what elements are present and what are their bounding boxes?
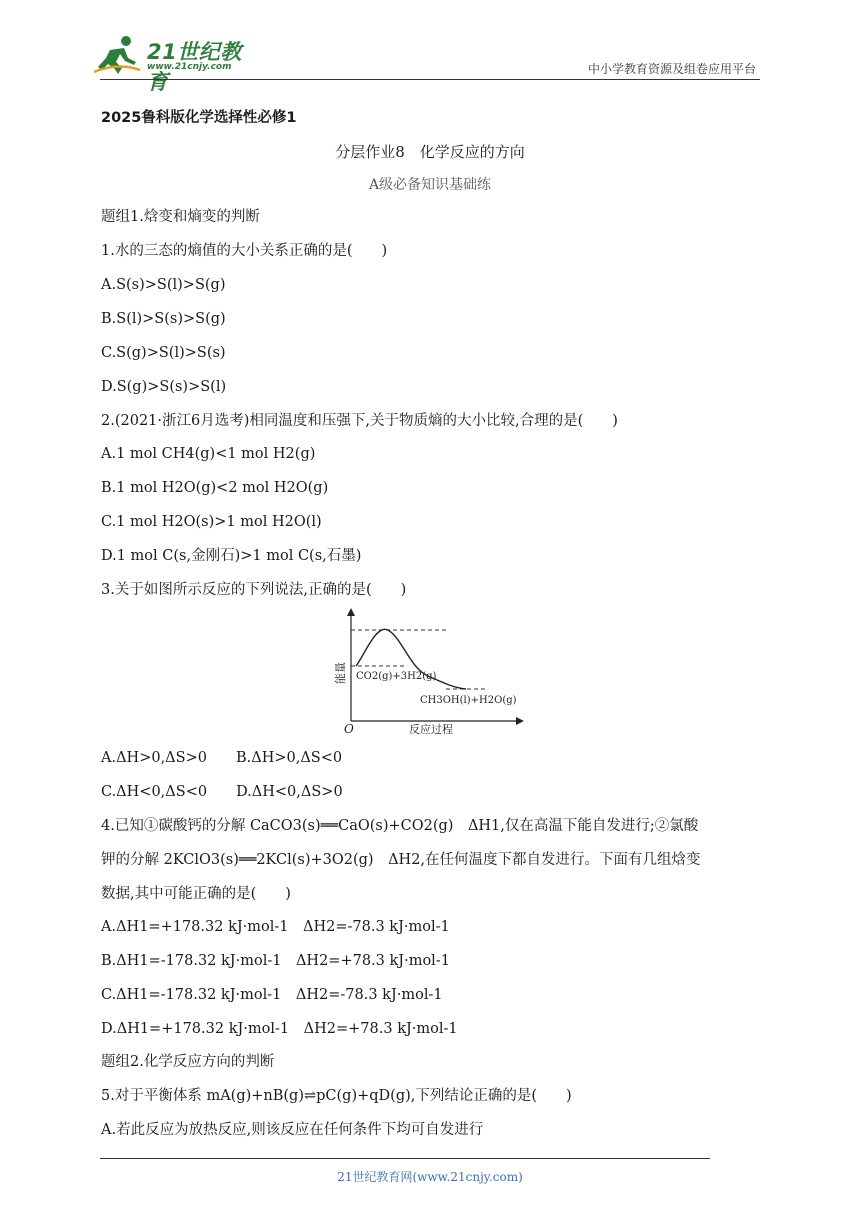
question-3-stem: 3.关于如图所示反应的下列说法,正确的是( ) [101,582,407,598]
question-1-stem: 1.水的三态的熵值的大小关系正确的是( ) [101,243,388,259]
question-4-line-1: 4.已知①碳酸钙的分解 CaCO3(s)══CaO(s)+CO2(g) ΔH1,仅在高温下能自发进行;②氯酸 [101,818,699,834]
site-logo[interactable] [92,32,262,94]
question-4-option-d: D.ΔH1=+178.32 kJ·mol-1 ΔH2=+78.3 kJ·mol-1 [101,1021,458,1037]
reactant-label: CO2(g)+3H2(g) [356,671,437,682]
question-4-line-2: 钾的分解 2KClO3(s)══2KCl(s)+3O2(g) ΔH2,在任何温度下都自发进行。下面有几组焓变 [101,852,701,868]
logo-url: www.21cnjy.com [147,62,232,72]
header-divider [100,79,760,80]
question-3-options-ab: A.ΔH>0,ΔS>0 B.ΔH>0,ΔS<0 [101,750,343,766]
question-4-option-c: C.ΔH1=-178.32 kJ·mol-1 ΔH2=-78.3 kJ·mol-1 [101,987,443,1003]
question-3-options-cd: C.ΔH<0,ΔS<0 D.ΔH<0,ΔS>0 [101,784,343,800]
product-label: CH3OH(l)+H2O(g) [420,695,517,706]
question-2-option-d: D.1 mol C(s,金刚石)>1 mol C(s,石墨) [101,548,362,564]
question-2-stem: 2.(2021·浙江6月选考)相同温度和压强下,关于物质熵的大小比较,合理的是( ) [101,413,618,429]
question-4-option-a: A.ΔH1=+178.32 kJ·mol-1 ΔH2=-78.3 kJ·mol-1 [101,919,450,935]
question-2-option-c: C.1 mol H2O(s)>1 mol H2O(l) [101,514,322,530]
section-title: 分层作业8 化学反应的方向 [335,143,525,161]
page-header [0,0,860,94]
header-tagline: 中小学教育资源及组卷应用平台 [587,62,756,76]
group-heading-1: 题组1.焓变和熵变的判断 [101,209,260,225]
question-1-option-b: B.S(l)>S(s)>S(g) [101,311,226,327]
runner-logo-icon [92,32,142,78]
energy-diagram-svg [326,606,526,736]
footer-link[interactable]: 21世纪教育网(www.21cnjy.com) [337,1170,523,1184]
question-4-option-b: B.ΔH1=-178.32 kJ·mol-1 ΔH2=+78.3 kJ·mol-1 [101,953,450,969]
footer-divider [100,1158,710,1159]
origin-label: O [344,722,354,736]
level-title: A级必备知识基础练 [368,177,492,193]
y-axis-arrow [347,608,355,616]
question-1-option-d: D.S(g)>S(s)>S(l) [101,379,227,395]
question-2-option-a: A.1 mol CH4(g)<1 mol H2(g) [101,446,316,462]
y-axis-label: 能量 [334,662,347,684]
question-5-option-a: A.若此反应为放热反应,则该反应在任何条件下均可自发进行 [101,1122,484,1138]
question-1-option-a: A.S(s)>S(l)>S(g) [101,277,226,293]
x-axis-arrow [516,717,524,725]
question-2-option-b: B.1 mol H2O(g)<2 mol H2O(g) [101,480,329,496]
energy-diagram [326,606,526,736]
document-title: 2025鲁科版化学选择性必修1 [101,110,297,126]
x-axis-label: 反应过程 [409,723,453,736]
question-5-stem: 5.对于平衡体系 mA(g)+nB(g)⇌pC(g)+qD(g),下列结论正确的是( ) [101,1088,572,1104]
question-1-option-c: C.S(g)>S(l)>S(s) [101,345,226,361]
logo-text: 21世纪教育 [147,40,242,94]
group-heading-2: 题组2.化学反应方向的判断 [101,1054,275,1070]
question-4-line-3: 数据,其中可能正确的是( ) [101,886,291,902]
